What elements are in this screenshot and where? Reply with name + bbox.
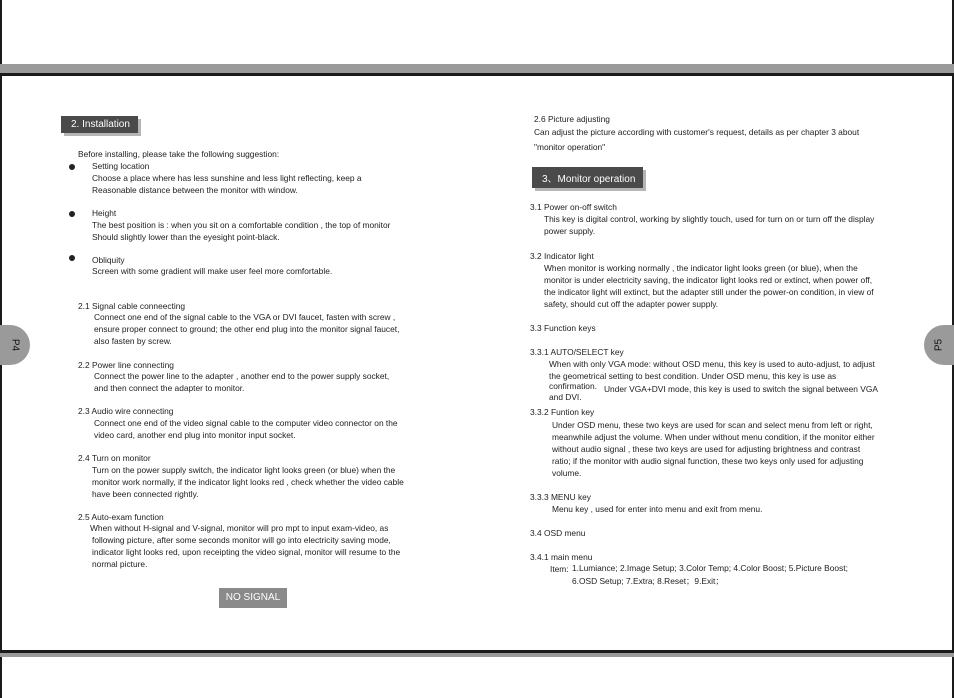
section-3-4-title: 3.4 OSD menu — [530, 528, 586, 538]
section-2-6-line: "monitor operation" — [534, 142, 606, 152]
section-3-3-1-last-line: and DVI. — [549, 392, 582, 402]
section-2-2-title: 2.2 Power line connecting — [78, 360, 174, 370]
section-3-3-2-line: meanwhile adjust the volume. When under without menu condition, if the monitor either — [552, 432, 875, 442]
section-3-3-1-line: the geometrical setting to best condition. Under OSD menu, this key is use as — [549, 371, 837, 381]
height-title: Height — [92, 208, 117, 218]
section-2-5-line: indicator light looks red, upon receipting the video signal, monitor will resume to the — [92, 547, 401, 557]
section-3-3-3-title: 3.3.3 MENU key — [530, 492, 591, 502]
section-2-3-title: 2.3 Audio wire connecting — [78, 406, 174, 416]
setting-location-line: Choose a place where has less sunshine and less light reflecting, keep a — [92, 173, 362, 183]
page-number-left: P4 — [9, 338, 21, 352]
bullet-icon — [69, 255, 75, 261]
section-2-5-line: normal picture. — [92, 559, 148, 569]
section-3-3-2-line: volume. — [552, 468, 582, 478]
height-line: Should slightly lower than the eyesight point-black. — [92, 232, 280, 242]
no-signal-box: NO SIGNAL — [219, 588, 287, 608]
section-3-1-line: power supply. — [544, 226, 596, 236]
bullet-icon — [69, 164, 75, 170]
section-3-3-2-line: ratio; if the monitor with audio signal function, these two keys only used for adjusting — [552, 456, 864, 466]
section-3-3-1-line: When with only VGA mode: without OSD menu, this key is used to auto-adjust, to adjust — [549, 359, 875, 369]
section-2-4-line: Turn on the power supply switch, the indicator light looks green (or blue) when the — [92, 465, 396, 475]
section-2-4-line: have been connected rightly. — [92, 489, 199, 499]
section-3-3-1-confirm-rest: Under VGA+DVI mode, this key is used to switch the signal between VGA — [604, 384, 878, 394]
obliquity-line: Screen with some gradient will make user feel more comfortable. — [92, 266, 333, 276]
section-2-3-line: Connect one end of the video signal cable to the computer video connector on the — [94, 418, 398, 428]
top-header-band — [0, 64, 954, 73]
bottom-footer-band — [0, 653, 954, 657]
section-3-2-line: safety, should cut off the adapter power supply. — [544, 299, 719, 309]
section-3-2-line: monitor is under electricity saving, the indicator light looks red or extinct, when power off, — [544, 275, 873, 285]
section-2-1-line: also fasten by screw. — [94, 336, 172, 346]
section-3-3-1-title: 3.3.1 AUTO/SELECT key — [530, 347, 624, 357]
section-3-2-title: 3.2 Indicator light — [530, 251, 594, 261]
section-3-3-3-line: Menu key , used for enter into menu and exit from menu. — [552, 504, 763, 514]
section-2-4-line: monitor work normally, if the indicator light looks red , check whether the video cable — [92, 477, 404, 487]
setting-location-title: Setting location — [92, 161, 150, 171]
page-tab-right — [924, 325, 954, 365]
installation-intro: Before installing, please take the following suggestion: — [78, 149, 280, 159]
section-3-3-2-line: Under OSD menu, these two keys are used for scan and select menu from left or right, — [552, 420, 873, 430]
section-3-4-1-items-line: 1.Lumiance; 2.Image Setup; 3.Color Temp; 4.Color Boost; 5.Picture Boost; — [572, 563, 848, 573]
section-2-2-line: and then connect the adapter to monitor. — [94, 383, 245, 393]
section-2-1-title: 2.1 Signal cable conneecting — [78, 301, 186, 311]
obliquity-title: Obliquity — [92, 255, 125, 265]
section-3-3-2-line: without audio signal , these two keys are used for adjusting brightness and contrast — [552, 444, 861, 454]
section-3-4-1-title: 3.4.1 main menu — [530, 552, 593, 562]
section-3-3-2-title: 3.3.2 Funtion key — [530, 407, 595, 417]
section-3-4-1-item-label: Item: — [550, 564, 569, 574]
section-2-6-line: Can adjust the picture according with customer's request, details as per chapter 3 about — [534, 127, 860, 137]
section-3-1-line: This key is digital control, working by slightly touch, used for turn on or turn off the display — [544, 214, 875, 224]
top-header-rule — [0, 73, 954, 76]
height-line: The best position is : when you sit on a comfortable condition , the top of monitor — [92, 220, 391, 230]
section-3-3-title: 3.3 Function keys — [530, 323, 596, 333]
bullet-icon — [69, 211, 75, 217]
section-3-4-1-items-line: 6.OSD Setup; 7.Extra; 8.Reset；9.Exit； — [572, 576, 724, 586]
section-2-6-title: 2.6 Picture adjusting — [534, 114, 610, 124]
section-2-5-title: 2.5 Auto-exam function — [78, 512, 164, 522]
section-3-1-title: 3.1 Power on-off switch — [530, 202, 617, 212]
section-2-5-line: When without H-signal and V-signal, monitor will pro mpt to input exam-video, as — [90, 523, 389, 533]
section-2-1-line: ensure proper connect to ground; the other end plug into the monitor signal faucet, — [94, 324, 400, 334]
setting-location-line: Reasonable distance between the monitor with window. — [92, 185, 298, 195]
page-number-right: P5 — [933, 338, 945, 352]
section-2-5-line: following picture, after some seconds monitor will go into electricity saving mode, — [92, 535, 391, 545]
section-2-3-line: video card, another end plug into monitor input socket. — [94, 430, 296, 440]
installation-heading: 2. Installation — [61, 116, 138, 133]
monitor-operation-heading: 3、Monitor operation — [532, 167, 643, 188]
section-2-4-title: 2.4 Turn on monitor — [78, 453, 151, 463]
section-3-2-line: When monitor is working normally , the indicator light looks green (or blue), when the — [544, 263, 858, 273]
section-2-1-line: Connect one end of the signal cable to the VGA or DVI faucet, fasten with screw , — [94, 312, 396, 322]
section-2-2-line: Connect the power line to the adapter , another end to the power supply socket, — [94, 371, 390, 381]
section-3-2-line: the indicator light will extinct, but the adapter still under the power-on condition, in view of — [544, 287, 874, 297]
page-tab-left — [0, 325, 30, 365]
section-3-3-1-confirm-label: confirmation. — [549, 381, 597, 391]
